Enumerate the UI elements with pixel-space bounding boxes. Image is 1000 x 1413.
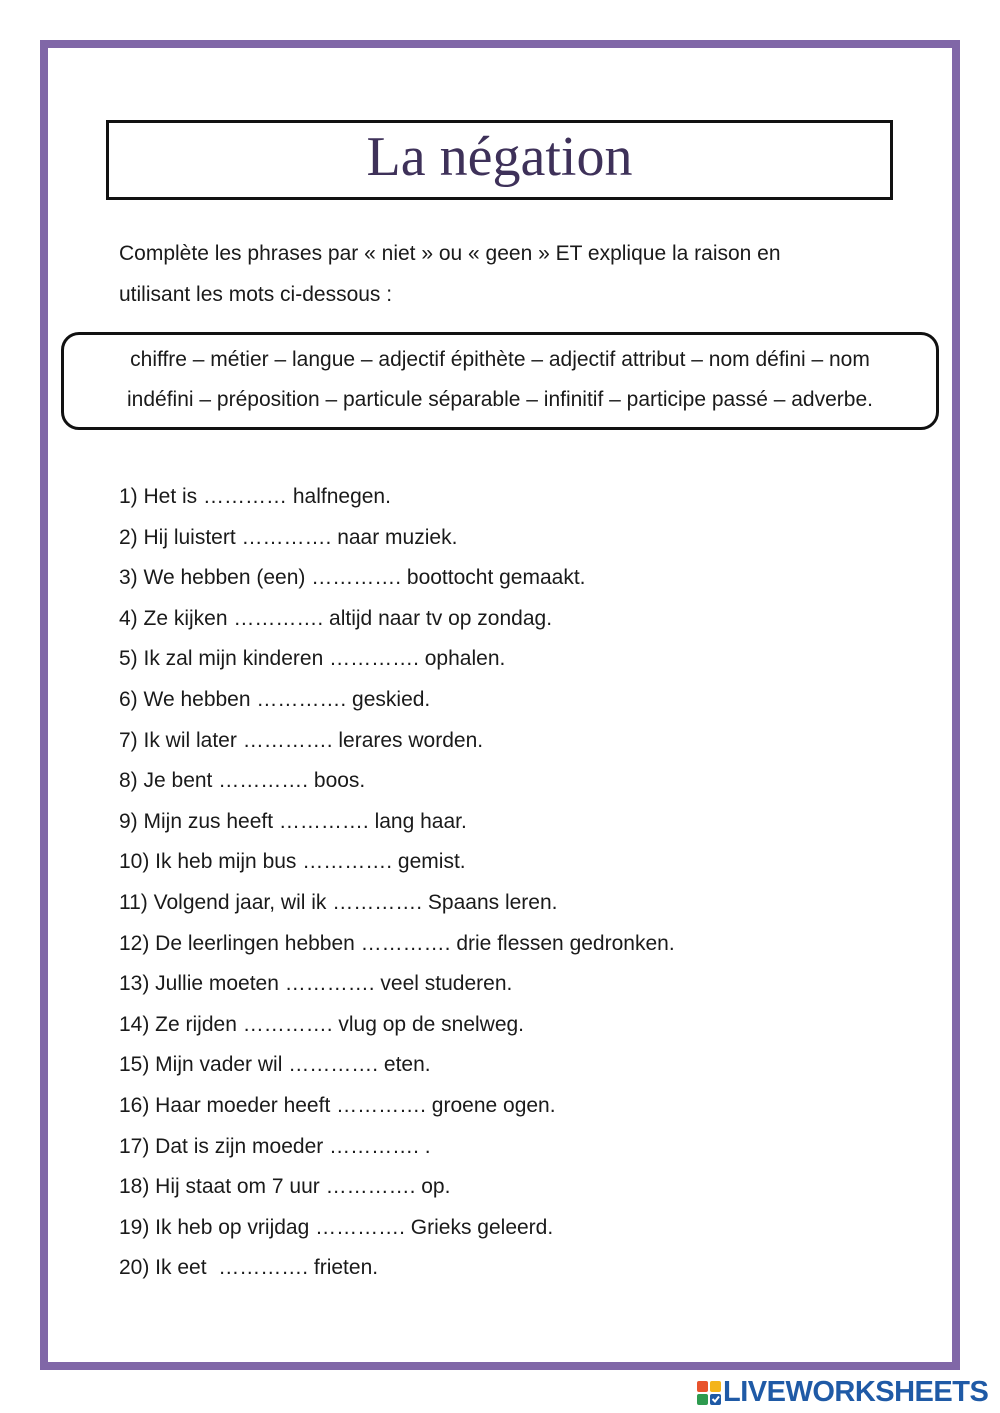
brand-name: LIVEWORKSHEETS: [723, 1376, 989, 1408]
exercise-item-6: 6) We hebben …………. geskied.: [119, 687, 431, 711]
exercise-item-19: 19) Ik heb op vrijdag …………. Grieks geleerd.: [119, 1215, 554, 1239]
title-box: [106, 120, 893, 200]
exercise-item-2: 2) Hij luistert …………. naar muziek.: [119, 525, 458, 549]
exercise-item-18: 18) Hij staat om 7 uur …………. op.: [119, 1175, 451, 1199]
exercise-item-20: 20) Ik eet …………. frieten.: [119, 1256, 379, 1280]
instructions-line-1: Complète les phrases par « niet » ou « geen » ET explique la raison en: [119, 242, 781, 265]
exercise-list: [119, 481, 675, 1293]
exercise-item-17: 17) Dat is zijn moeder …………. .: [119, 1134, 431, 1158]
exercise-item-13: 13) Jullie moeten …………. veel studeren.: [119, 972, 513, 996]
exercise-item-14: 14) Ze rijden …………. vlug op de snelweg.: [119, 1012, 525, 1036]
word-bank-line-1: chiffre – métier – langue – adjectif épithète – adjectif attribut – nom défini – nom: [130, 348, 870, 371]
exercise-item-9: 9) Mijn zus heeft …………. lang haar.: [119, 809, 467, 833]
exercise-item-15: 15) Mijn vader wil …………. eten.: [119, 1053, 431, 1077]
exercise-item-5: 5) Ik zal mijn kinderen …………. ophalen.: [119, 647, 506, 671]
exercise-item-12: 12) De leerlingen hebben …………. drie flessen gedronken.: [119, 931, 675, 955]
word-bank: [61, 332, 939, 430]
exercise-item-7: 7) Ik wil later …………. lerares worden.: [119, 728, 484, 752]
exercise-item-16: 16) Haar moeder heeft …………. groene ogen.: [119, 1093, 556, 1117]
exercise-item-11: 11) Volgend jaar, wil ik …………. Spaans leren.: [119, 890, 558, 914]
exercise-item-3: 3) We hebben (een) …………. boottocht gemaakt.: [119, 566, 586, 590]
page-title: La négation: [366, 126, 633, 188]
word-bank-line-2: indéfini – préposition – particule séparable – infinitif – participe passé – adverbe.: [127, 388, 873, 411]
instructions: [119, 233, 899, 315]
instructions-line-2: utilisant les mots ci-dessous :: [119, 283, 393, 306]
exercise-item-10: 10) Ik heb mijn bus …………. gemist.: [119, 850, 466, 874]
exercise-item-1: 1) Het is ………… halfnegen.: [119, 485, 391, 508]
brand-footer[interactable]: [697, 1378, 988, 1407]
exercise-item-4: 4) Ze kijken …………. altijd naar tv op zondag.: [119, 606, 553, 630]
exercise-item-8: 8) Je bent …………. boos.: [119, 769, 366, 793]
liveworksheets-logo-icon: [697, 1381, 721, 1405]
